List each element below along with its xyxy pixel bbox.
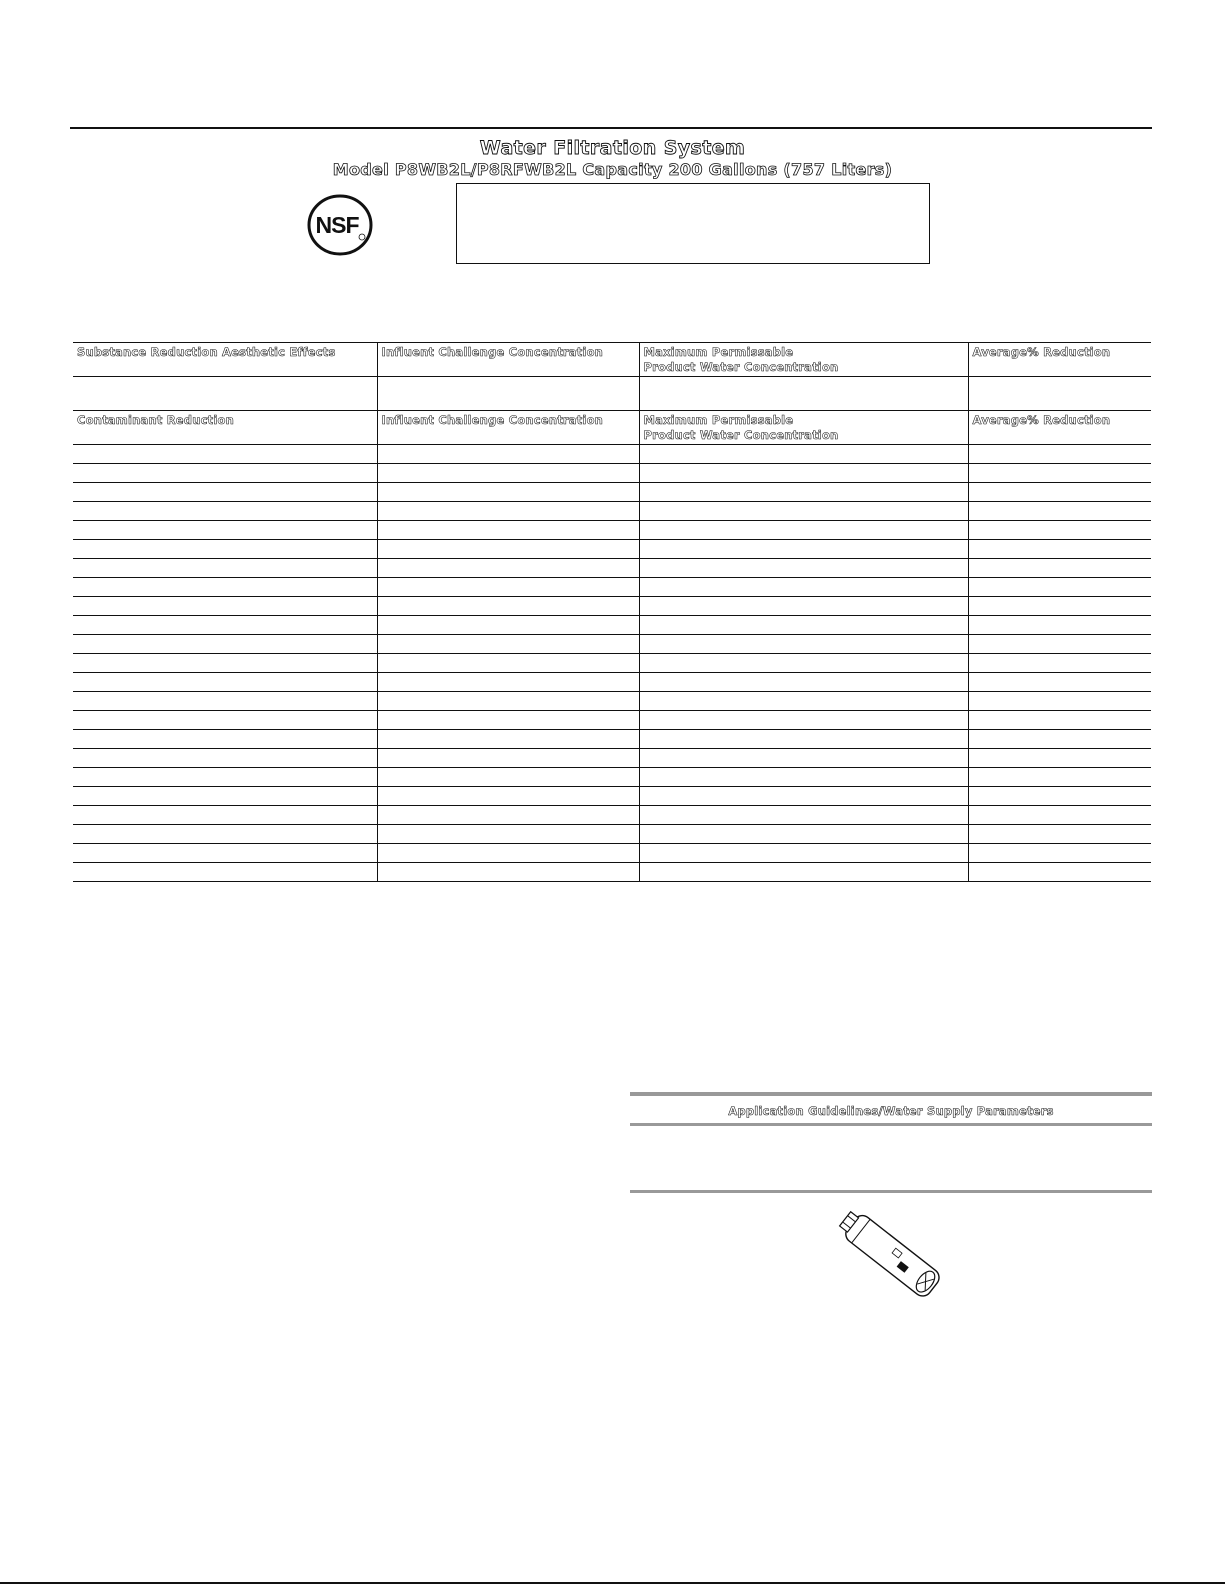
table-cell xyxy=(377,502,639,521)
table-cell xyxy=(639,597,968,616)
table-cell xyxy=(73,863,377,882)
table-row xyxy=(73,445,1151,464)
table-cell xyxy=(73,768,377,787)
table-cell xyxy=(73,825,377,844)
table-row xyxy=(73,483,1151,502)
table-cell xyxy=(639,464,968,483)
table-row xyxy=(73,377,1151,411)
page-title: Water Filtration System xyxy=(479,137,746,159)
table-row xyxy=(73,578,1151,597)
table-cell xyxy=(968,445,1151,464)
table-cell xyxy=(968,787,1151,806)
table-cell xyxy=(377,673,639,692)
table-cell xyxy=(73,730,377,749)
header-influent-challenge: Influent Challenge Concentration xyxy=(377,343,639,377)
table-cell xyxy=(968,578,1151,597)
table-cell xyxy=(968,806,1151,825)
contaminant-rows xyxy=(73,445,1151,882)
table-row xyxy=(73,768,1151,787)
table-cell xyxy=(639,654,968,673)
table-row xyxy=(73,654,1151,673)
table-cell xyxy=(377,749,639,768)
table-cell xyxy=(377,844,639,863)
table-cell xyxy=(377,863,639,882)
table-cell xyxy=(639,559,968,578)
table-row xyxy=(73,863,1151,882)
header-average-reduction: Average% Reduction xyxy=(968,411,1151,445)
table-cell xyxy=(377,635,639,654)
table-cell xyxy=(968,597,1151,616)
table-cell xyxy=(639,863,968,882)
table-cell xyxy=(639,616,968,635)
table-row xyxy=(73,597,1151,616)
table-cell xyxy=(639,730,968,749)
guideline-rule-top xyxy=(630,1092,1152,1096)
table-cell xyxy=(377,521,639,540)
bottom-rule xyxy=(0,1582,1225,1584)
table-cell xyxy=(377,730,639,749)
header-influent-challenge: Influent Challenge Concentration xyxy=(377,411,639,445)
table-cell xyxy=(377,464,639,483)
table-row xyxy=(73,616,1151,635)
top-rule xyxy=(70,127,1152,129)
table-cell xyxy=(968,825,1151,844)
table-cell xyxy=(73,692,377,711)
table-cell xyxy=(639,768,968,787)
table-cell xyxy=(639,825,968,844)
filter-cartridge-image xyxy=(830,1208,958,1306)
table-cell xyxy=(377,445,639,464)
certification-box xyxy=(456,183,930,264)
table-cell xyxy=(639,540,968,559)
table-cell xyxy=(968,464,1151,483)
table-row xyxy=(73,521,1151,540)
table-cell xyxy=(377,616,639,635)
table-row xyxy=(73,844,1151,863)
header-max-permissable: Maximum Permissable Product Water Concentration xyxy=(639,343,968,377)
table-row xyxy=(73,540,1151,559)
guideline-rule-bottom xyxy=(630,1190,1152,1193)
table-cell xyxy=(968,863,1151,882)
table-cell xyxy=(968,711,1151,730)
table-cell xyxy=(639,806,968,825)
table-cell xyxy=(968,616,1151,635)
table-cell xyxy=(968,673,1151,692)
table-cell xyxy=(968,635,1151,654)
table-row xyxy=(73,464,1151,483)
table-row xyxy=(73,635,1151,654)
table-cell xyxy=(968,692,1151,711)
table-cell xyxy=(73,540,377,559)
guidelines-heading: Application Guidelines/Water Supply Parameters xyxy=(728,1104,1054,1118)
header-substance-reduction: Substance Reduction Aesthetic Effects xyxy=(73,343,377,377)
table-cell xyxy=(639,787,968,806)
table-cell xyxy=(73,483,377,502)
table-cell xyxy=(377,483,639,502)
nsf-logo-text: NSF xyxy=(315,212,359,238)
table-cell xyxy=(73,654,377,673)
table-cell xyxy=(639,844,968,863)
table-cell xyxy=(377,597,639,616)
table-cell xyxy=(968,654,1151,673)
table-row xyxy=(73,806,1151,825)
table-cell xyxy=(73,787,377,806)
table-cell xyxy=(639,635,968,654)
table-cell xyxy=(377,540,639,559)
header-average-reduction: Average% Reduction xyxy=(968,343,1151,377)
table-cell xyxy=(73,578,377,597)
table-cell xyxy=(73,711,377,730)
table-cell xyxy=(73,559,377,578)
table-cell xyxy=(73,464,377,483)
table-row xyxy=(73,825,1151,844)
guideline-rule-middle xyxy=(630,1123,1152,1126)
table-cell xyxy=(73,844,377,863)
table-cell xyxy=(968,483,1151,502)
table-cell xyxy=(377,806,639,825)
table-cell xyxy=(639,711,968,730)
table-cell xyxy=(968,749,1151,768)
aesthetic-header-row xyxy=(73,343,1151,377)
contaminant-header-row xyxy=(73,411,1151,445)
table-cell xyxy=(968,502,1151,521)
header-contaminant-reduction: Contaminant Reduction xyxy=(73,411,377,445)
table-cell xyxy=(639,749,968,768)
table-cell xyxy=(73,502,377,521)
table-cell xyxy=(377,578,639,597)
table-cell xyxy=(968,540,1151,559)
table-cell xyxy=(377,787,639,806)
page-subtitle: Model P8WB2L/P8RFWB2L Capacity 200 Gallons (757 Liters) xyxy=(332,160,893,179)
table-cell xyxy=(73,806,377,825)
table-row xyxy=(73,730,1151,749)
table-row xyxy=(73,749,1151,768)
table-cell xyxy=(968,768,1151,787)
table-cell xyxy=(73,673,377,692)
table-cell xyxy=(639,445,968,464)
table-cell xyxy=(968,730,1151,749)
table-row xyxy=(73,787,1151,806)
table-cell xyxy=(968,559,1151,578)
table-row xyxy=(73,692,1151,711)
table-row xyxy=(73,502,1151,521)
table-cell xyxy=(639,483,968,502)
table-cell xyxy=(377,711,639,730)
table-cell xyxy=(73,597,377,616)
table-cell xyxy=(639,673,968,692)
table-cell xyxy=(639,521,968,540)
table-cell xyxy=(73,616,377,635)
table-row xyxy=(73,673,1151,692)
table-cell xyxy=(377,692,639,711)
table-cell xyxy=(73,521,377,540)
table-cell xyxy=(639,578,968,597)
table-cell xyxy=(377,654,639,673)
table-cell xyxy=(377,559,639,578)
table-row xyxy=(73,711,1151,730)
table-cell xyxy=(639,502,968,521)
table-cell xyxy=(377,825,639,844)
table-cell xyxy=(73,635,377,654)
table-cell xyxy=(377,768,639,787)
table-cell xyxy=(73,445,377,464)
table-row xyxy=(73,559,1151,578)
header-max-permissable: Maximum Permissable Product Water Concentration xyxy=(639,411,968,445)
table-cell xyxy=(968,521,1151,540)
performance-table xyxy=(73,342,1151,882)
nsf-logo-icon xyxy=(307,194,373,256)
table-cell xyxy=(73,749,377,768)
table-cell xyxy=(968,844,1151,863)
table-cell xyxy=(639,692,968,711)
